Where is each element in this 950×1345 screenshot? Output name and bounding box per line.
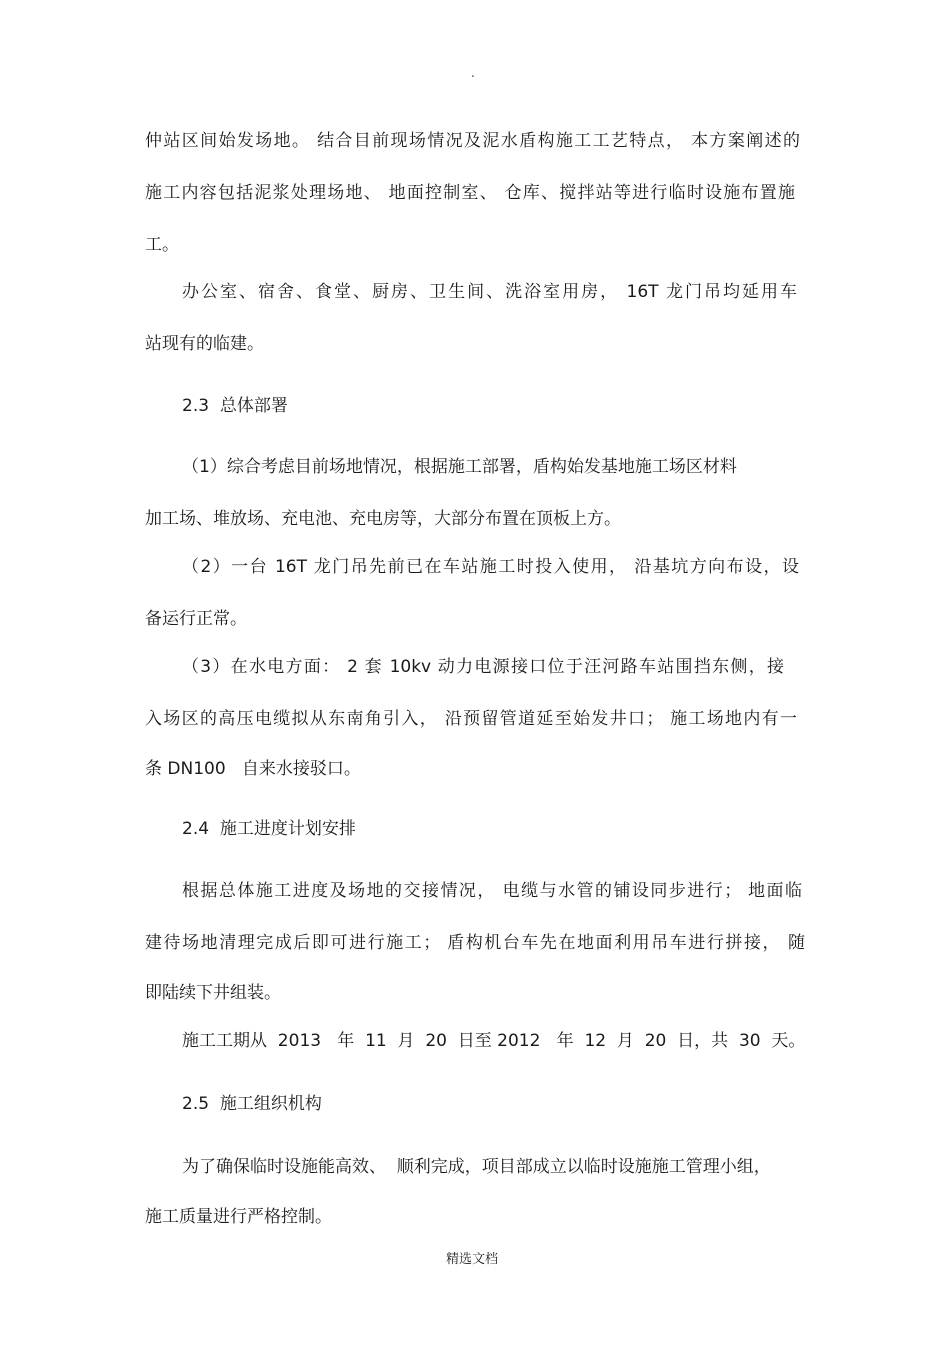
text-line: 加工场、堆放场、充电池、充电房等，大部分布置在顶板上方。 (145, 509, 621, 529)
text-line: 施工内容包括泥浆处理场地、 地面控制室、 仓库、搅拌站等进行临时设施布置施 (145, 183, 795, 203)
section-heading: 2.3 总体部署 (182, 396, 288, 416)
text-line: 工。 (145, 235, 179, 255)
text-line: 仲站区间始发场地。 结合目前现场情况及泥水盾构施工工艺特点， 本方案阐述的 (145, 131, 800, 151)
text-line: （2）一台 16T 龙门吊先前已在车站施工时投入使用， 沿基坑方向布设，设 (182, 557, 799, 577)
text-line: 条 DN100 自来水接驳口。 (145, 759, 361, 779)
page-footer: 精选文档 (446, 1252, 499, 1267)
text-line: 站现有的临建。 (145, 334, 264, 354)
text-line: （1）综合考虑目前场地情况，根据施工部署，盾构始发基地施工场区材料 (182, 457, 737, 477)
header-dot: . (471, 66, 475, 80)
text-line: 施工工期从 2013 年 11 月 20 日至 2012 年 12 月 20 日，共 30 天。 (182, 1031, 806, 1051)
text-line: 办公室、宿舍、食堂、厨房、卫生间、洗浴室用房， 16T 龙门吊均延用车 (182, 282, 797, 302)
text-line: （3）在水电方面： 2 套 10kv 动力电源接口位于汪河路车站围挡东侧，接 (182, 657, 784, 677)
section-heading: 2.5 施工组织机构 (182, 1094, 322, 1114)
text-line: 入场区的高压电缆拟从东南角引入， 沿预留管道延至始发井口； 施工场地内有一 (145, 709, 797, 729)
text-line: 即陆续下井组装。 (145, 983, 281, 1003)
text-line: 备运行正常。 (145, 609, 247, 629)
text-line: 建待场地清理完成后即可进行施工； 盾构机台车先在地面利用吊车进行拼接， 随 (145, 933, 805, 953)
text-line: 根据总体施工进度及场地的交接情况， 电缆与水管的铺设同步进行； 地面临 (182, 881, 802, 901)
text-line: 为了确保临时设施能高效、 顺利完成，项目部成立以临时设施施工管理小组， (182, 1157, 771, 1177)
section-heading: 2.4 施工进度计划安排 (182, 819, 356, 839)
text-line: 施工质量进行严格控制。 (145, 1207, 332, 1227)
